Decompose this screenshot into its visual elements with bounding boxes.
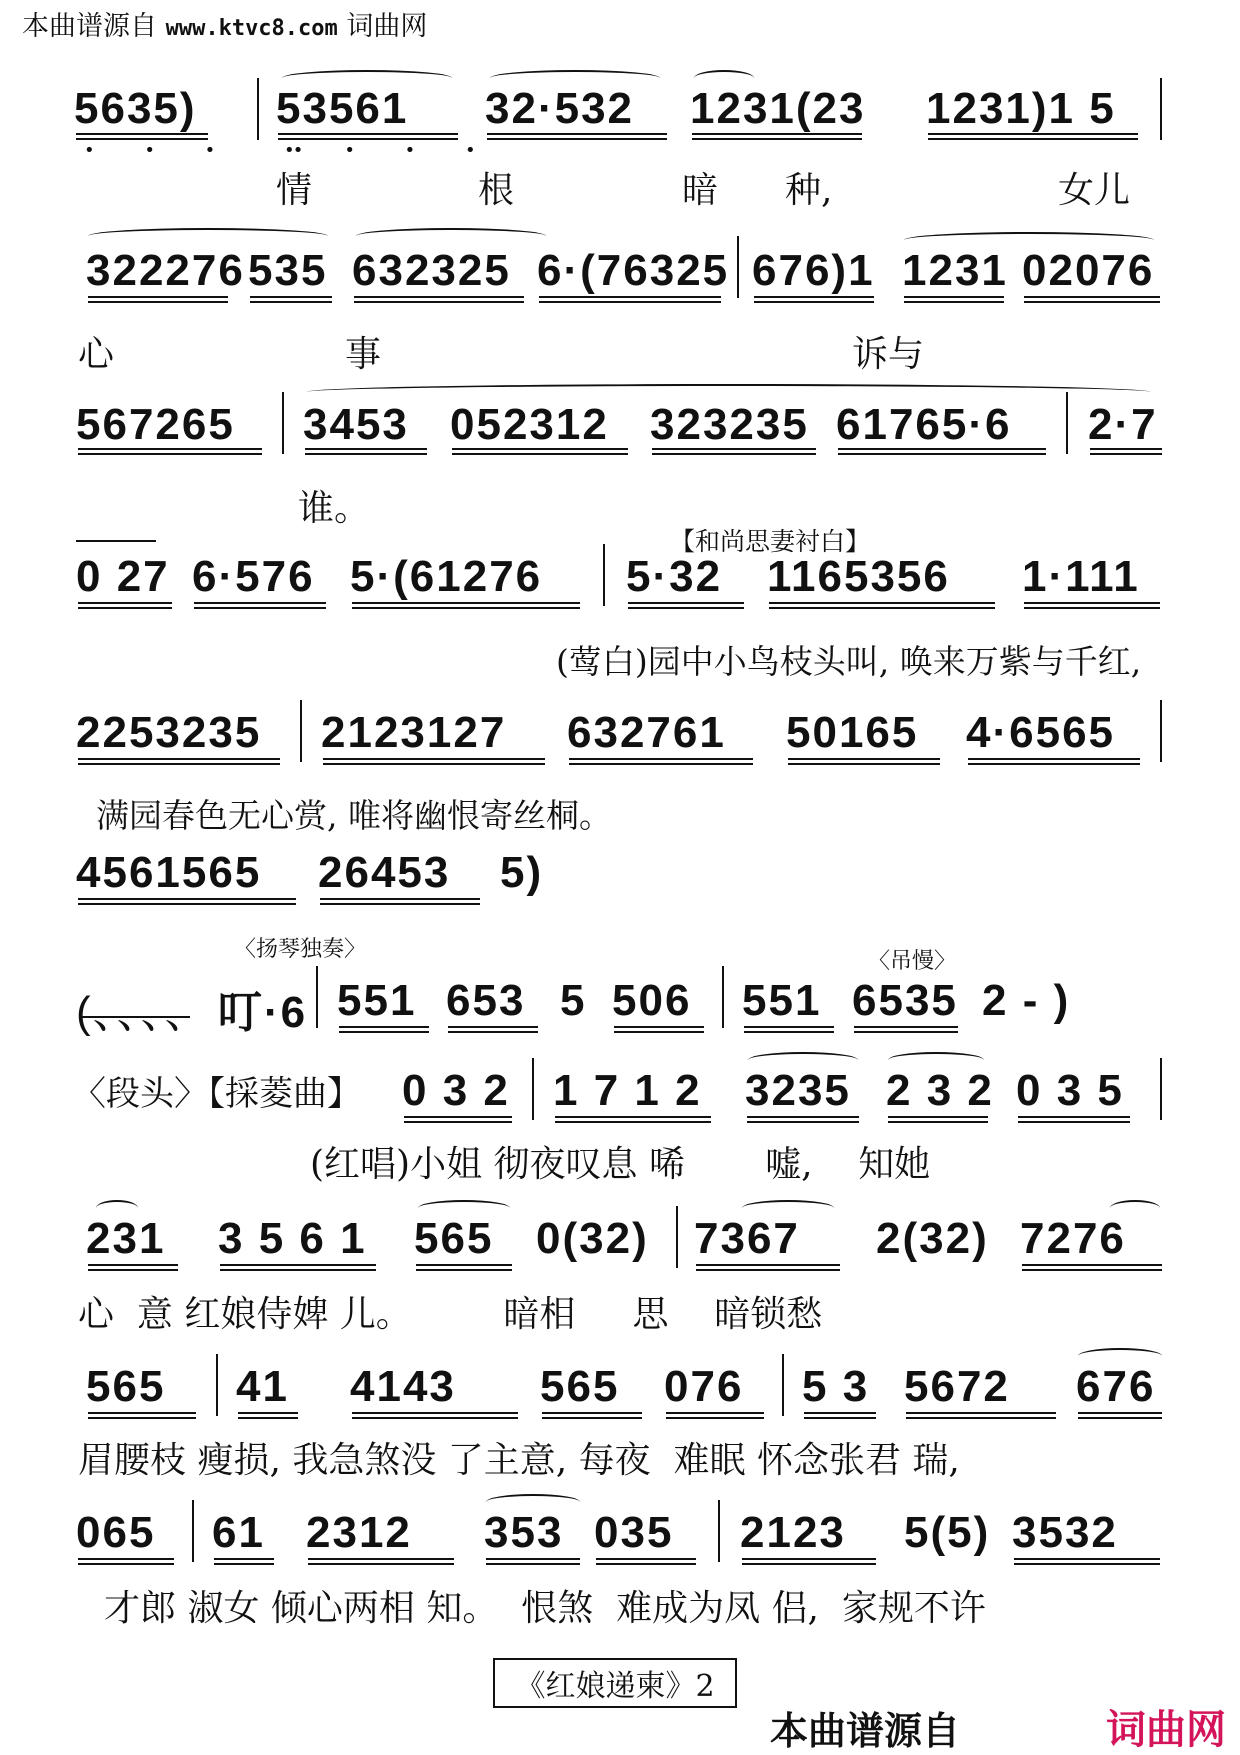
measure: 567265 [76, 400, 235, 449]
header-site: 词曲网 [346, 11, 428, 42]
slur [888, 1052, 984, 1068]
underline [448, 1026, 538, 1033]
measure: 653 [446, 976, 526, 1025]
measure: 551 [337, 976, 417, 1025]
measure: 53561 [276, 84, 409, 133]
measure: 02076 [1022, 246, 1155, 295]
page-header [22, 4, 427, 43]
underline [250, 296, 332, 303]
underline [614, 1026, 704, 1033]
measure: 1231 [902, 246, 1008, 295]
lyric: 心 [78, 334, 115, 375]
lyric: 谁。 [298, 488, 371, 529]
slur [88, 228, 328, 244]
octave-dots: • • • • [84, 140, 326, 161]
underline [1014, 1558, 1160, 1565]
underline [692, 133, 862, 140]
measure: 2·7 [1088, 400, 1158, 449]
measure: 2123127 [321, 708, 507, 757]
measure: 3 5 6 1 [218, 1214, 367, 1263]
barline [1160, 700, 1162, 762]
measure: 2253235 [76, 708, 262, 757]
barline [1066, 392, 1068, 454]
underline [1018, 1116, 1130, 1123]
measure: 7276 [1020, 1214, 1126, 1263]
measure: 6·576 [192, 552, 315, 601]
measure: 5·(61276 [350, 552, 543, 601]
barline [1160, 78, 1162, 140]
measure: 5(5) [904, 1508, 991, 1557]
barline [532, 1058, 534, 1120]
measure: 065 [76, 1508, 156, 1557]
measure: 41 [236, 1362, 289, 1411]
measure: 506 [612, 976, 692, 1025]
barline [257, 78, 259, 140]
underline [628, 602, 744, 609]
measure: 035 [594, 1508, 674, 1557]
barline [718, 1500, 720, 1562]
measure: 5635) [74, 84, 197, 133]
underline [486, 1558, 580, 1565]
underline [88, 1264, 178, 1271]
measure: 632761 [567, 708, 726, 757]
measure: 535 [248, 246, 328, 295]
underline [352, 1412, 518, 1419]
slur [96, 1200, 138, 1216]
barline [282, 392, 284, 454]
underline [747, 1116, 859, 1123]
measure: 1·111 [1022, 552, 1140, 601]
slur [742, 1200, 834, 1216]
lyric: 暗 [682, 170, 719, 211]
underline [804, 1412, 876, 1419]
underline [220, 1264, 376, 1271]
measure: 50165 [786, 708, 919, 757]
underline [88, 1412, 196, 1419]
measure: 1165356 [767, 552, 950, 601]
measure: 4143 [350, 1362, 456, 1411]
barline [722, 966, 724, 1028]
barline [316, 966, 318, 1028]
slur [282, 70, 452, 86]
underline [416, 1264, 512, 1271]
underline [838, 448, 1046, 455]
dialogue: (莺白)园中小鸟枝头叫, 唤来万紫与千红, [556, 642, 1142, 681]
underline [194, 602, 326, 609]
footer-source: 本曲谱源自 [770, 1709, 961, 1753]
measure: 353 [484, 1508, 564, 1557]
lyric-line: 眉腰枝 瘦损, 我急煞没 了主意, 每夜 难眠 怀念张君 瑞, [78, 1440, 960, 1481]
measure: 叮·6 [218, 988, 308, 1037]
measure: 052312 [450, 400, 609, 449]
lyric: 种, [785, 170, 833, 211]
underline [1024, 602, 1160, 609]
barline [300, 700, 302, 762]
measure: 5 [560, 976, 587, 1025]
underline [666, 1412, 764, 1419]
tie-line [76, 540, 156, 542]
site-logo: 词曲网 [1106, 1707, 1226, 1753]
slur [694, 70, 754, 86]
measure: 565 [86, 1362, 166, 1411]
page-title-box [493, 1658, 737, 1708]
measure: (、、、、 [76, 988, 211, 1037]
slur [1110, 1200, 1160, 1216]
page-title: 《红娘递柬》2 [515, 1669, 715, 1704]
measure: 565 [414, 1214, 494, 1263]
measure: 1231(23 [690, 84, 866, 133]
measure: 2 - ) [982, 976, 1071, 1025]
measure: 323235 [650, 400, 809, 449]
barline [1160, 1058, 1162, 1120]
annotation: 〈扬琴独奏〉 [234, 937, 367, 962]
underline [76, 133, 208, 140]
underline [320, 898, 480, 905]
measure: 3453 [303, 400, 409, 449]
slur [904, 232, 1154, 248]
dialogue: 满园春色无心赏, 唯将幽恨寄丝桐。 [96, 796, 612, 835]
lyric-line: 心 意 红娘侍婢 儿。 暗相 思 暗锁愁 [78, 1294, 823, 1335]
underline [88, 296, 228, 303]
measure: 26453 [318, 848, 451, 897]
measure: 2 3 2 [886, 1066, 994, 1115]
measure: 61 [212, 1508, 265, 1557]
underline [487, 133, 667, 140]
measure: 0 3 2 [402, 1066, 510, 1115]
slur [306, 384, 1151, 400]
measure: 7367 [694, 1214, 800, 1263]
underline [323, 758, 545, 765]
slur [356, 228, 546, 244]
octave-dots: • • • • [284, 140, 498, 161]
measure: 0 27 [76, 552, 170, 601]
underline [78, 602, 172, 609]
barline [737, 236, 739, 298]
underline [788, 758, 940, 765]
annotation: 【和尚思妻衬白】 [670, 527, 871, 556]
underline [652, 448, 816, 455]
barline [216, 1354, 218, 1416]
measure: 1231)1 5 [926, 84, 1116, 133]
measure: 2312 [306, 1508, 412, 1557]
slur [486, 1494, 580, 1510]
underline [968, 758, 1140, 765]
measure: 6535 [852, 976, 958, 1025]
underline [769, 602, 995, 609]
measure: 4·6565 [966, 708, 1116, 757]
measure: 231 [86, 1214, 166, 1263]
measure: 5) [500, 848, 544, 897]
measure: 676)1 [752, 246, 875, 295]
underline [238, 1412, 298, 1419]
underline [1090, 448, 1162, 455]
underline [308, 1558, 454, 1565]
underline [352, 602, 580, 609]
measure: 076 [664, 1362, 744, 1411]
slur [490, 70, 660, 86]
measure: 5672 [904, 1362, 1010, 1411]
measure: 565 [540, 1362, 620, 1411]
underline [1022, 1264, 1162, 1271]
measure: 5·32 [626, 552, 723, 601]
measure: 61765·6 [836, 400, 1012, 449]
barline [676, 1206, 678, 1268]
lyric: 女儿 [1058, 170, 1131, 211]
underline [888, 1116, 988, 1123]
underline [742, 1558, 876, 1565]
underline [555, 1116, 711, 1123]
underline [569, 758, 753, 765]
underline [78, 448, 262, 455]
underline [854, 1026, 958, 1033]
measure: 2(32) [876, 1214, 989, 1263]
lyric-line: (红唱)小姐 彻夜叹息 唏 嘘, 知她 [310, 1144, 931, 1185]
underline [754, 296, 874, 303]
underline [214, 1558, 274, 1565]
barline [782, 1354, 784, 1416]
underline [696, 1264, 840, 1271]
underline [278, 133, 458, 140]
measure: 3235 [745, 1066, 851, 1115]
underline [404, 1116, 512, 1123]
underline [354, 296, 524, 303]
section-label: 〈段头〉【採菱曲】 [72, 1074, 361, 1114]
measure: 5 3 [802, 1362, 870, 1411]
underline [539, 296, 721, 303]
underline [452, 448, 628, 455]
lyric: 根 [478, 170, 515, 211]
underline [744, 1026, 834, 1033]
underline [928, 133, 1138, 140]
underline [1024, 296, 1160, 303]
underline [305, 448, 427, 455]
measure: 0(32) [536, 1214, 649, 1263]
measure: 1 7 1 2 [553, 1066, 702, 1115]
underline [542, 1412, 642, 1419]
measure: 0 3 5 [1016, 1066, 1124, 1115]
measure: 551 [742, 976, 822, 1025]
slur [748, 1052, 858, 1068]
measure: 4561565 [76, 848, 262, 897]
underline [339, 1026, 429, 1033]
measure: 676 [1076, 1362, 1156, 1411]
underline [78, 758, 280, 765]
measure: 322276 [86, 246, 245, 295]
underline [80, 1016, 190, 1018]
measure: 632325 [352, 246, 511, 295]
header-url[interactable]: www.ktvc8.com [165, 16, 338, 41]
lyric: 事 [345, 334, 382, 375]
slur [1078, 1348, 1162, 1364]
underline [906, 1412, 1056, 1419]
measure: 2123 [740, 1508, 846, 1557]
slur [418, 1200, 510, 1216]
lyric-line: 才郎 淑女 倾心两相 知。 恨煞 难成为凤 侣, 家规不许 [104, 1588, 986, 1629]
underline [78, 1558, 174, 1565]
barline [603, 544, 605, 606]
barline [192, 1500, 194, 1562]
lyric: 诉与 [852, 334, 925, 375]
underline [78, 898, 296, 905]
measure: 32·532 [485, 84, 635, 133]
measure: 3532 [1012, 1508, 1118, 1557]
measure: 6·(76325 [537, 246, 730, 295]
underline [904, 296, 1004, 303]
underline [1078, 1412, 1162, 1419]
underline [596, 1558, 696, 1565]
annotation: 〈吊慢〉 [868, 949, 957, 974]
header-source: 本曲谱源自 [22, 11, 157, 42]
lyric: 情 [276, 170, 313, 211]
